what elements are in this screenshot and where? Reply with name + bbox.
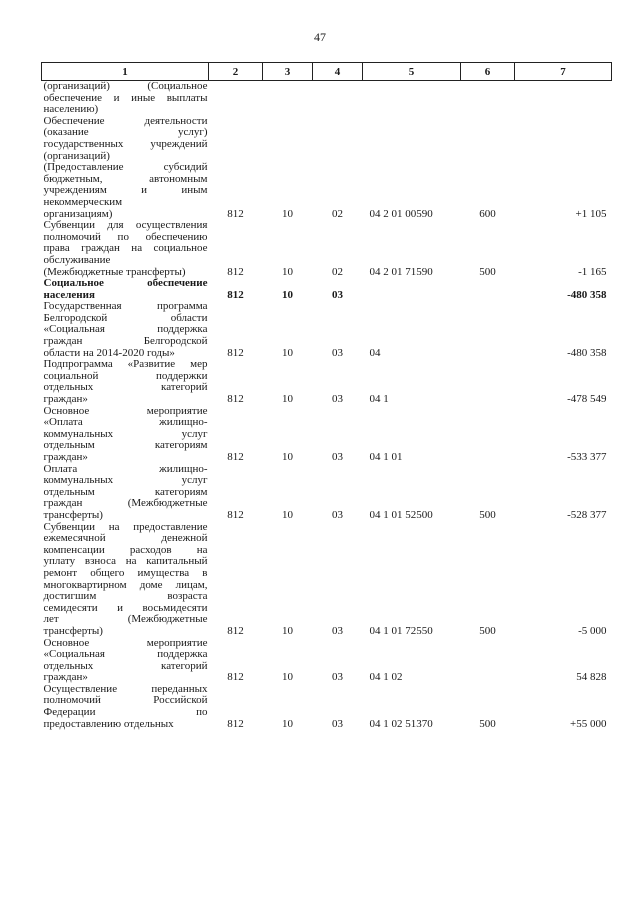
description-line: Белгородской области [43, 311, 208, 324]
description-line: трансферты) [43, 624, 103, 637]
cell-section: 10 [282, 717, 293, 730]
header-col-1: 1 [42, 63, 209, 81]
cell-section: 10 [282, 451, 293, 463]
description-line: Обеспечение деятельности [43, 114, 208, 127]
row-description [42, 301, 209, 359]
table-body [42, 81, 612, 731]
row-description [42, 406, 209, 464]
table-row [42, 81, 612, 116]
description-line: ремонт общего имущества в [43, 566, 208, 579]
header-col-4: 4 [313, 63, 363, 81]
description-line: граждан Белгородской [43, 335, 208, 348]
description-line: полномочий по обеспечению [43, 230, 208, 243]
description-line: области на 2014-2020 годы» [43, 346, 175, 359]
description-line: некоммерческим [43, 195, 123, 208]
cell-ministry-code: 812 [227, 671, 244, 684]
description-line: организациям) [43, 207, 113, 220]
cell-ministry-code: 812 [227, 717, 244, 730]
cell-target-article: 04 1 01 72550 [369, 624, 433, 637]
description-line: Субвенции для осуществления [43, 219, 208, 232]
cell-amount: -480 358 [567, 288, 607, 301]
cell-subsection: 03 [332, 346, 343, 359]
table-row [42, 638, 612, 684]
cell-ministry-code: 812 [227, 265, 244, 278]
description-line: обеспечение и иные выплаты [43, 91, 208, 104]
cell-section: 10 [282, 624, 293, 637]
cell-section: 10 [282, 671, 293, 684]
header-col-3: 3 [263, 63, 313, 81]
description-line: Основное мероприятие [43, 404, 208, 417]
cell-ministry-code: 812 [227, 451, 244, 463]
description-line: (Предоставление субсидий [43, 161, 208, 174]
cell-amount: -528 377 [567, 508, 607, 521]
cell-subsection: 02 [332, 207, 343, 220]
cell-expense-type [461, 278, 515, 301]
cell-target-article: 04 1 01 [369, 451, 403, 463]
cell-ministry-code: 812 [227, 624, 244, 637]
cell-subsection: 03 [332, 671, 343, 684]
cell-target-article: 04 1 02 51370 [369, 717, 433, 730]
cell-amount: -533 377 [567, 451, 607, 463]
cell-section [263, 81, 313, 116]
row-description [42, 522, 209, 638]
cell-expense-type [461, 406, 515, 464]
description-line: Социальное обеспечение [43, 277, 208, 290]
table-row [42, 406, 612, 464]
description-line: лет (Межбюджетные [43, 613, 208, 626]
description-line: граждан» [43, 671, 88, 684]
cell-target-article: 04 2 01 00590 [369, 207, 433, 220]
cell-target-article: 04 1 01 52500 [369, 508, 433, 521]
row-description [42, 359, 209, 405]
header-col-2: 2 [209, 63, 263, 81]
description-line: компенсации расходов на [43, 543, 208, 556]
page-number: 47 [314, 30, 326, 44]
cell-subsection [313, 81, 363, 116]
table-row [42, 464, 612, 522]
table-row [42, 220, 612, 278]
description-line: «Социальная поддержка [43, 648, 208, 661]
table-row [42, 301, 612, 359]
cell-amount: -5 000 [578, 624, 607, 637]
description-line: коммунальных услуг [43, 427, 208, 440]
row-description [42, 684, 209, 730]
description-line: населению) [43, 103, 99, 116]
description-line: Федерации по [43, 706, 208, 719]
cell-section: 10 [282, 346, 293, 359]
header-col-7: 7 [515, 63, 612, 81]
description-line: отдельных категорий [43, 381, 208, 394]
cell-subsection: 03 [332, 717, 343, 730]
budget-table [41, 62, 612, 730]
cell-section: 10 [282, 288, 293, 301]
description-line: Основное мероприятие [43, 636, 208, 649]
description-line: обслуживание [43, 253, 111, 266]
row-description [42, 81, 209, 116]
description-line: Подпрограмма «Развитие мер [43, 358, 208, 371]
description-line: Субвенции на предоставление [43, 520, 208, 533]
description-line: граждан» [43, 451, 88, 463]
description-line: отдельных категорий [43, 659, 208, 672]
cell-expense-type: 500 [479, 508, 496, 521]
row-description [42, 464, 209, 522]
table-row [42, 278, 612, 301]
description-line: полномочий Российской [43, 694, 208, 707]
description-line: государственных учреждений [43, 137, 208, 150]
cell-section: 10 [282, 508, 293, 521]
cell-ministry-code: 812 [227, 508, 244, 521]
cell-expense-type [461, 301, 515, 359]
table-row [42, 359, 612, 405]
description-line: отдельным категориям [43, 439, 208, 452]
cell-amount: -478 549 [567, 393, 607, 406]
cell-expense-type: 500 [479, 624, 496, 637]
cell-expense-type [461, 81, 515, 116]
header-col-6: 6 [461, 63, 515, 81]
cell-subsection: 03 [332, 508, 343, 521]
description-line: «Оплата жилищно- [43, 416, 208, 429]
table-row [42, 522, 612, 638]
cell-target-article: 04 [369, 346, 381, 359]
cell-section: 10 [282, 207, 293, 220]
description-line: права граждан на социальное [43, 242, 208, 255]
cell-subsection: 02 [332, 265, 343, 278]
description-line: отдельным категориям [43, 485, 208, 498]
description-line: граждан (Межбюджетные [43, 497, 208, 510]
description-line: многоквартирном доме лицам, [43, 578, 208, 591]
row-description [42, 220, 209, 278]
cell-amount: -1 165 [578, 265, 607, 278]
header-col-5: 5 [363, 63, 461, 81]
cell-section: 10 [282, 265, 293, 278]
cell-expense-type: 500 [479, 265, 496, 278]
cell-target-article [363, 81, 461, 116]
description-line: коммунальных услуг [43, 474, 208, 487]
cell-amount: -480 358 [567, 346, 607, 359]
description-line: ежемесячной денежной [43, 532, 208, 545]
description-line: бюджетным, автономным [43, 172, 208, 185]
description-line: населения [43, 288, 95, 301]
description-line: трансферты) [43, 508, 103, 521]
description-line: предоставлению отдельных [43, 717, 174, 730]
cell-expense-type: 500 [479, 717, 496, 730]
cell-ministry-code [209, 81, 263, 116]
table-row [42, 684, 612, 730]
description-line: «Социальная поддержка [43, 323, 208, 336]
description-line: (Межбюджетные трансферты) [43, 265, 186, 278]
cell-ministry-code: 812 [227, 288, 244, 301]
description-line: Осуществление переданных [43, 682, 208, 695]
cell-expense-type: 600 [479, 207, 496, 220]
cell-section: 10 [282, 393, 293, 406]
description-line: (организаций) (Социальное [43, 80, 208, 92]
description-line: достигшим возраста [43, 590, 208, 603]
description-line: учреждениям и иным [43, 184, 208, 197]
cell-target-article: 04 2 01 71590 [369, 265, 433, 278]
description-line: Государственная программа [43, 300, 208, 313]
description-line: (оказание услуг) [43, 126, 208, 139]
description-line: семидесяти и восьмидесяти [43, 601, 208, 614]
cell-ministry-code: 812 [227, 393, 244, 406]
description-line: Оплата жилищно- [43, 462, 208, 475]
table-row [42, 116, 612, 220]
description-line: (организаций) [43, 149, 110, 162]
description-line: уплату взноса на капитальный [43, 555, 208, 568]
cell-amount: +55 000 [570, 717, 607, 730]
row-description [42, 116, 209, 220]
row-description [42, 278, 209, 301]
cell-target-article: 04 1 [369, 393, 389, 406]
cell-subsection: 03 [332, 393, 343, 406]
cell-amount: +1 105 [575, 207, 607, 220]
cell-ministry-code: 812 [227, 207, 244, 220]
cell-subsection: 03 [332, 451, 343, 463]
cell-target-article: 04 1 02 [369, 671, 403, 684]
row-description [42, 638, 209, 684]
header-row [42, 63, 612, 81]
description-line: социальной поддержки [43, 369, 208, 382]
cell-amount [515, 81, 612, 116]
cell-subsection: 03 [332, 624, 343, 637]
cell-ministry-code: 812 [227, 346, 244, 359]
description-line: граждан» [43, 393, 88, 406]
cell-target-article [363, 278, 461, 301]
cell-subsection: 03 [332, 288, 343, 301]
cell-amount: 54 828 [576, 671, 607, 684]
cell-expense-type [461, 638, 515, 684]
cell-expense-type [461, 359, 515, 405]
